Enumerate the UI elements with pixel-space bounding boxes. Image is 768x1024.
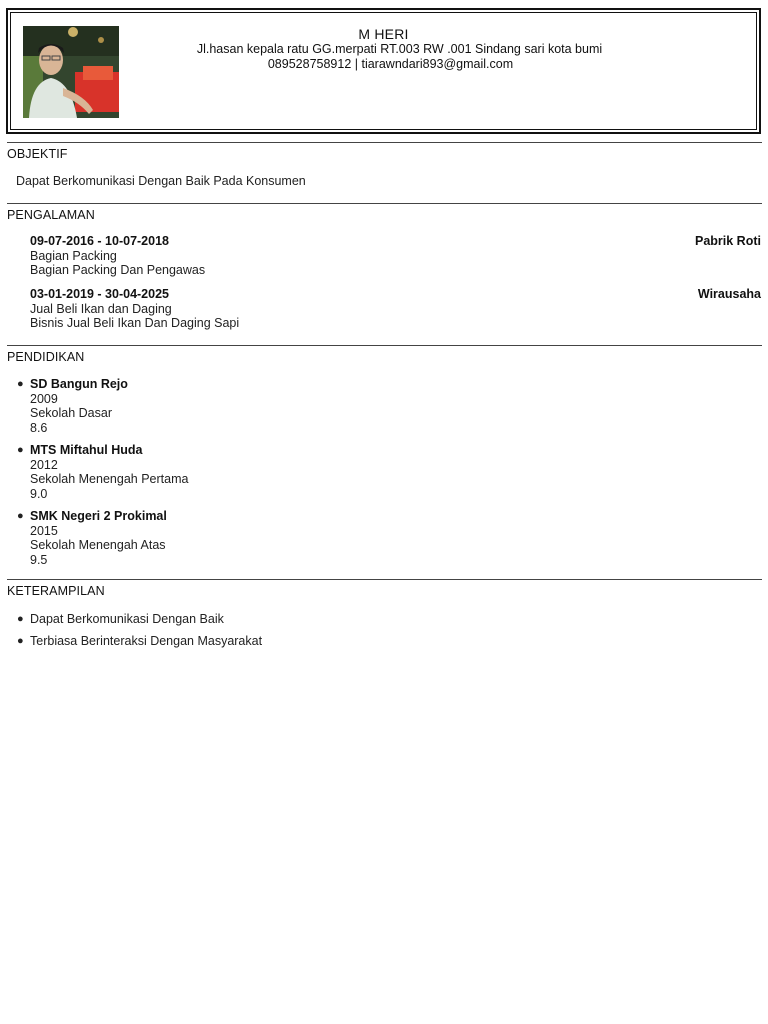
education-score: 9.5: [30, 552, 48, 567]
education-level: Sekolah Menengah Atas: [30, 538, 166, 552]
education-level: Sekolah Menengah Pertama: [30, 472, 189, 486]
experience-position: Jual Beli Ikan dan Daging: [30, 301, 172, 316]
bullet-icon: ●: [17, 444, 24, 456]
education-item: [17, 443, 189, 501]
education-section: [7, 345, 762, 364]
skill-text: Dapat Berkomunikasi Dengan Baik: [30, 612, 224, 626]
education-school: SMK Negeri 2 Prokimal: [30, 509, 167, 523]
education-level: Sekolah Dasar: [30, 406, 112, 420]
bullet-icon: ●: [17, 634, 24, 647]
education-list: [17, 377, 189, 567]
experience-company: Pabrik Roti: [695, 234, 761, 248]
skills-list: [17, 612, 263, 648]
education-score: 9.0: [30, 486, 48, 501]
education-score: 8.6: [30, 420, 48, 435]
bullet-icon: ●: [17, 510, 24, 522]
section-title-experience: PENGALAMAN: [7, 208, 95, 222]
candidate-name: M HERI: [358, 26, 409, 42]
experience-description: Bagian Packing Dan Pengawas: [30, 263, 206, 277]
bullet-icon: ●: [17, 613, 24, 625]
bullet-icon: ●: [17, 378, 24, 390]
skill-item: [17, 633, 263, 649]
header-box: [6, 8, 761, 134]
education-year: 2009: [30, 391, 58, 406]
education-year: 2012: [30, 457, 58, 472]
section-divider: [7, 579, 762, 580]
experience-position: Bagian Packing: [30, 248, 117, 263]
skills-section: [7, 579, 762, 598]
experience-dates: 03-01-2019 - 30-04-2025: [30, 287, 169, 301]
section-title-skills: KETERAMPILAN: [7, 584, 105, 598]
education-school: SD Bangun Rejo: [30, 377, 128, 391]
section-title-objective: OBJEKTIF: [7, 147, 68, 161]
candidate-contact: 089528758912 | tiarawndari893@gmail.com: [267, 57, 514, 71]
candidate-address: Jl.hasan kepala ratu GG.merpati RT.003 RW .001 Sindang sari kota bumi: [196, 42, 603, 56]
experience-description: Bisnis Jual Beli Ikan Dan Daging Sapi: [30, 316, 240, 330]
skill-item: [17, 612, 262, 627]
education-year: 2015: [30, 523, 58, 538]
section-divider: [7, 203, 762, 204]
section-title-education: PENDIDIKAN: [7, 350, 85, 364]
experience-dates: 09-07-2016 - 10-07-2018: [30, 234, 169, 248]
education-item: [17, 377, 188, 435]
experience-item: [30, 287, 761, 331]
section-divider: [7, 345, 762, 346]
education-school: MTS Miftahul Huda: [30, 443, 143, 457]
experience-section: [7, 203, 762, 222]
experience-company: Wirausaha: [697, 287, 761, 301]
section-divider: [7, 142, 762, 143]
header-inner-border: [10, 12, 757, 130]
objective-section: [7, 142, 762, 161]
experience-item: [30, 234, 761, 278]
education-item: [17, 509, 188, 567]
objective-text: Dapat Berkomunikasi Dengan Baik Pada Konsumen: [16, 174, 306, 188]
skill-text: Terbiasa Berinteraksi Dengan Masyarakat: [30, 633, 263, 648]
